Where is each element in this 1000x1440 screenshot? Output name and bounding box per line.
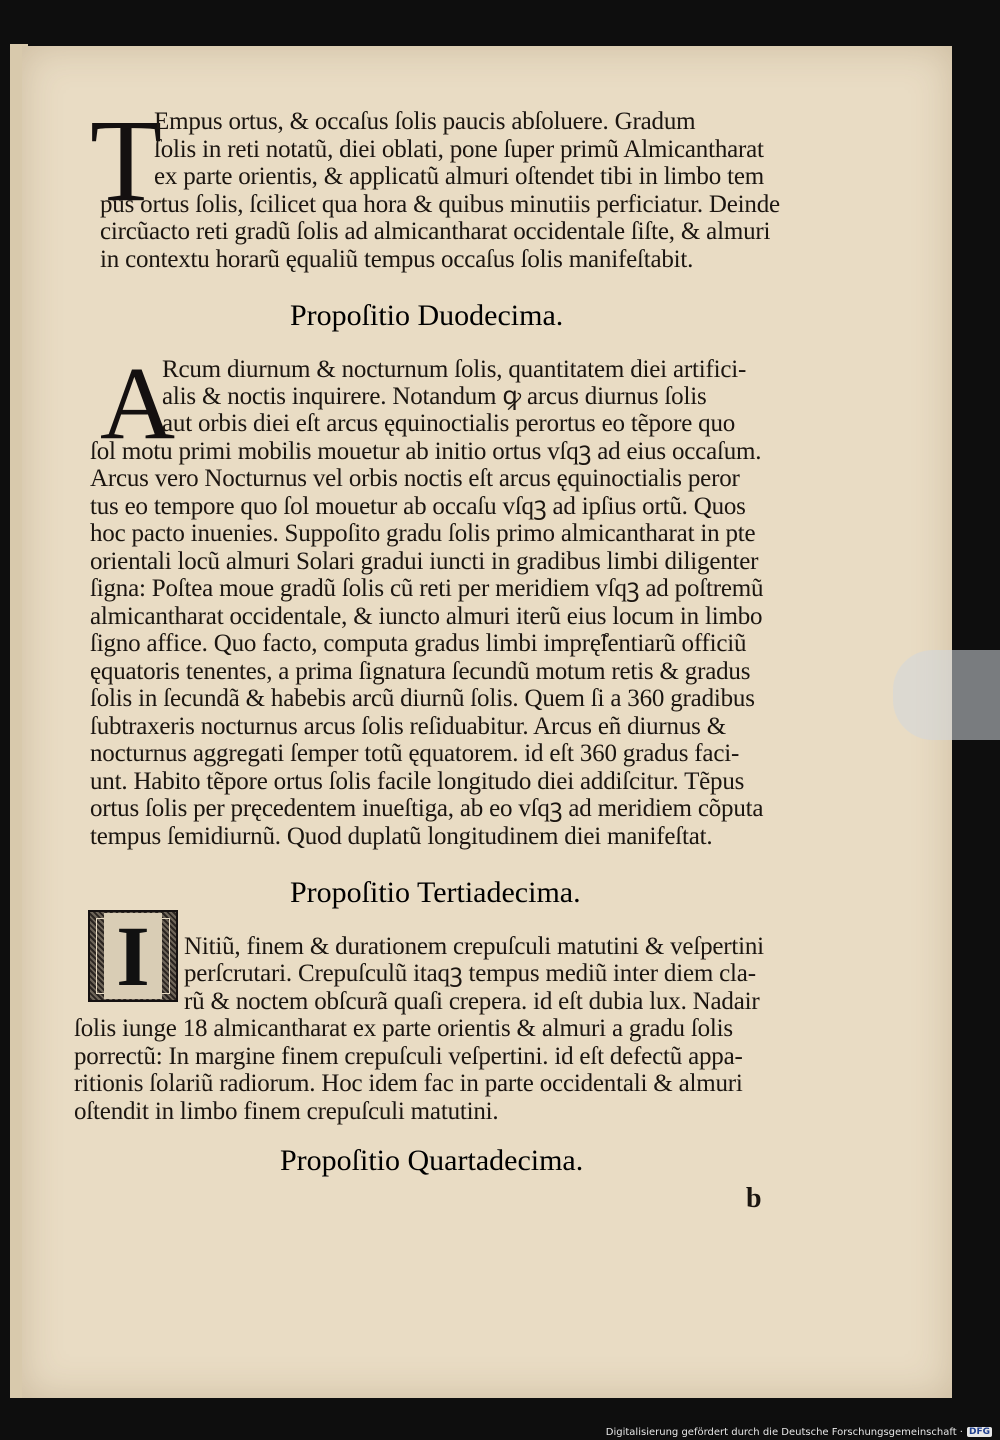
text-line: unt. Habito tẽpore ortus ſolis facile longitudo diei addiſcitur. Tẽpus — [90, 768, 745, 795]
decorated-initial — [88, 910, 178, 1002]
text-line: ſolis in ſecundã & habebis arcũ diurnũ ſolis. Quem ſi a 360 gradibus — [90, 685, 755, 712]
text-line: ſigno affice. Quo facto, computa gradus limbi imprę̃ſentiarũ officiũ — [90, 630, 747, 657]
section-heading: Propoſitio Quartadecima. — [280, 1144, 584, 1177]
text-line: perſcrutari. Crepuſculũ itaqꝫ tempus mediũ inter diem cla- — [184, 960, 756, 987]
book-page — [22, 46, 952, 1398]
text-line: ritionis ſolariũ radiorum. Hoc idem fac in parte occidentali & almuri — [74, 1070, 743, 1097]
text-line: ſolis iunge 18 almicantharat ex parte orientis & almuri a gradu ſolis — [74, 1015, 733, 1042]
text-line: pus ortus ſolis, ſcilicet qua hora & quibus minutiis perficiatur. Deinde — [100, 191, 780, 218]
text-line: tempus ſemidiurnũ. Quod duplatũ longitudinem diei manifeſtat. — [90, 823, 713, 850]
text-line: hoc pacto inuenies. Suppoſito gradu ſolis primo almicantharat in pte — [90, 520, 756, 547]
text-line: aut orbis diei eſt arcus ęquinoctialis perortus eo tẽpore quo — [162, 410, 736, 437]
drop-cap-i: I — [104, 913, 161, 999]
text-line: nocturnus aggregati ſemper totũ ęquatorem. id eſt 360 gradus faci- — [90, 740, 740, 767]
text-line: ex parte orientis, & applicatũ almuri oſtendet tibi in limbo tem — [154, 163, 764, 190]
text-line: ſigna: Poſtea moue gradũ ſolis cũ reti per meridiem vſqꝫ ad poſtremũ — [90, 575, 764, 602]
text-line: porrectũ: In margine finem crepuſculi veſpertini. id eſt defectũ appa- — [74, 1043, 743, 1070]
plastic-page-tab — [893, 650, 1000, 740]
text-line: Rcum diurnum & nocturnum ſolis, quantitatem diei artifici- — [162, 356, 747, 383]
text-line: circũacto reti gradũ ſolis ad almicantharat occidentale ſiſte, & almuri — [100, 218, 771, 245]
text-line: in contextu horarũ ęqualiũ tempus occaſus ſolis manifeſtabit. — [100, 246, 694, 273]
text-line: Empus ortus, & occaſus ſolis paucis abſoluere. Gradum — [154, 108, 696, 135]
text-line: Arcus vero Nocturnus vel orbis noctis eſt arcus ęquinoctialis peror — [90, 465, 740, 492]
dfg-logo: DFG — [968, 1427, 990, 1437]
text-line: ortus ſolis per pręcedentem inueſtiga, ab eo vſqꝫ ad meridiem cõputa — [90, 795, 764, 822]
text-line: ſubtraxeris nocturnus arcus ſolis reſiduabitur. Arcus eñ diurnus & — [90, 713, 726, 740]
decorated-initial-frame — [96, 908, 170, 1004]
text-line: oſtendit in limbo finem crepuſculi matutini. — [74, 1098, 499, 1125]
footer-text: Digitalisierung gefördert durch die Deutsche Forschungsgemeinschaft · — [605, 1426, 963, 1438]
text-line: ęquatoris tenentes, a prima ſignatura ſecundũ motum retis & gradus — [90, 658, 751, 685]
text-line: ſol motu primi mobilis mouetur ab initio ortus vſqꝫ ad eius occaſum. — [90, 438, 762, 465]
text-line: alis & noctis inquirere. Notandum ꝙ arcus diurnus ſolis — [162, 383, 707, 410]
signature-mark: b — [746, 1183, 762, 1214]
drop-cap-t: T — [90, 95, 163, 226]
section-heading: Propoſitio Duodecima. — [290, 299, 564, 332]
drop-cap-a: A — [100, 346, 176, 461]
footer-credit — [606, 1425, 992, 1439]
text-line: rũ & noctem obſcurã quaſi crepera. id eſt dubia lux. Nadair — [184, 988, 760, 1015]
text-line: Nitiũ, finem & durationem crepuſculi matutini & veſpertini — [184, 933, 764, 960]
section-heading: Propoſitio Tertiadecima. — [290, 876, 581, 909]
text-line: almicantharat occidentale, & iuncto almuri iterũ eius locum in limbo — [90, 603, 763, 630]
text-line: tus eo tempore quo ſol mouetur ab occaſu vſqꝫ ad ipſius ortũ. Quos — [90, 493, 746, 520]
text-line: orientali locũ almuri Solari gradui iuncti in gradibus limbi diligenter — [90, 548, 759, 575]
text-line: ſolis in reti notatũ, diei oblati, pone ſuper primũ Almicantharat — [154, 136, 764, 163]
